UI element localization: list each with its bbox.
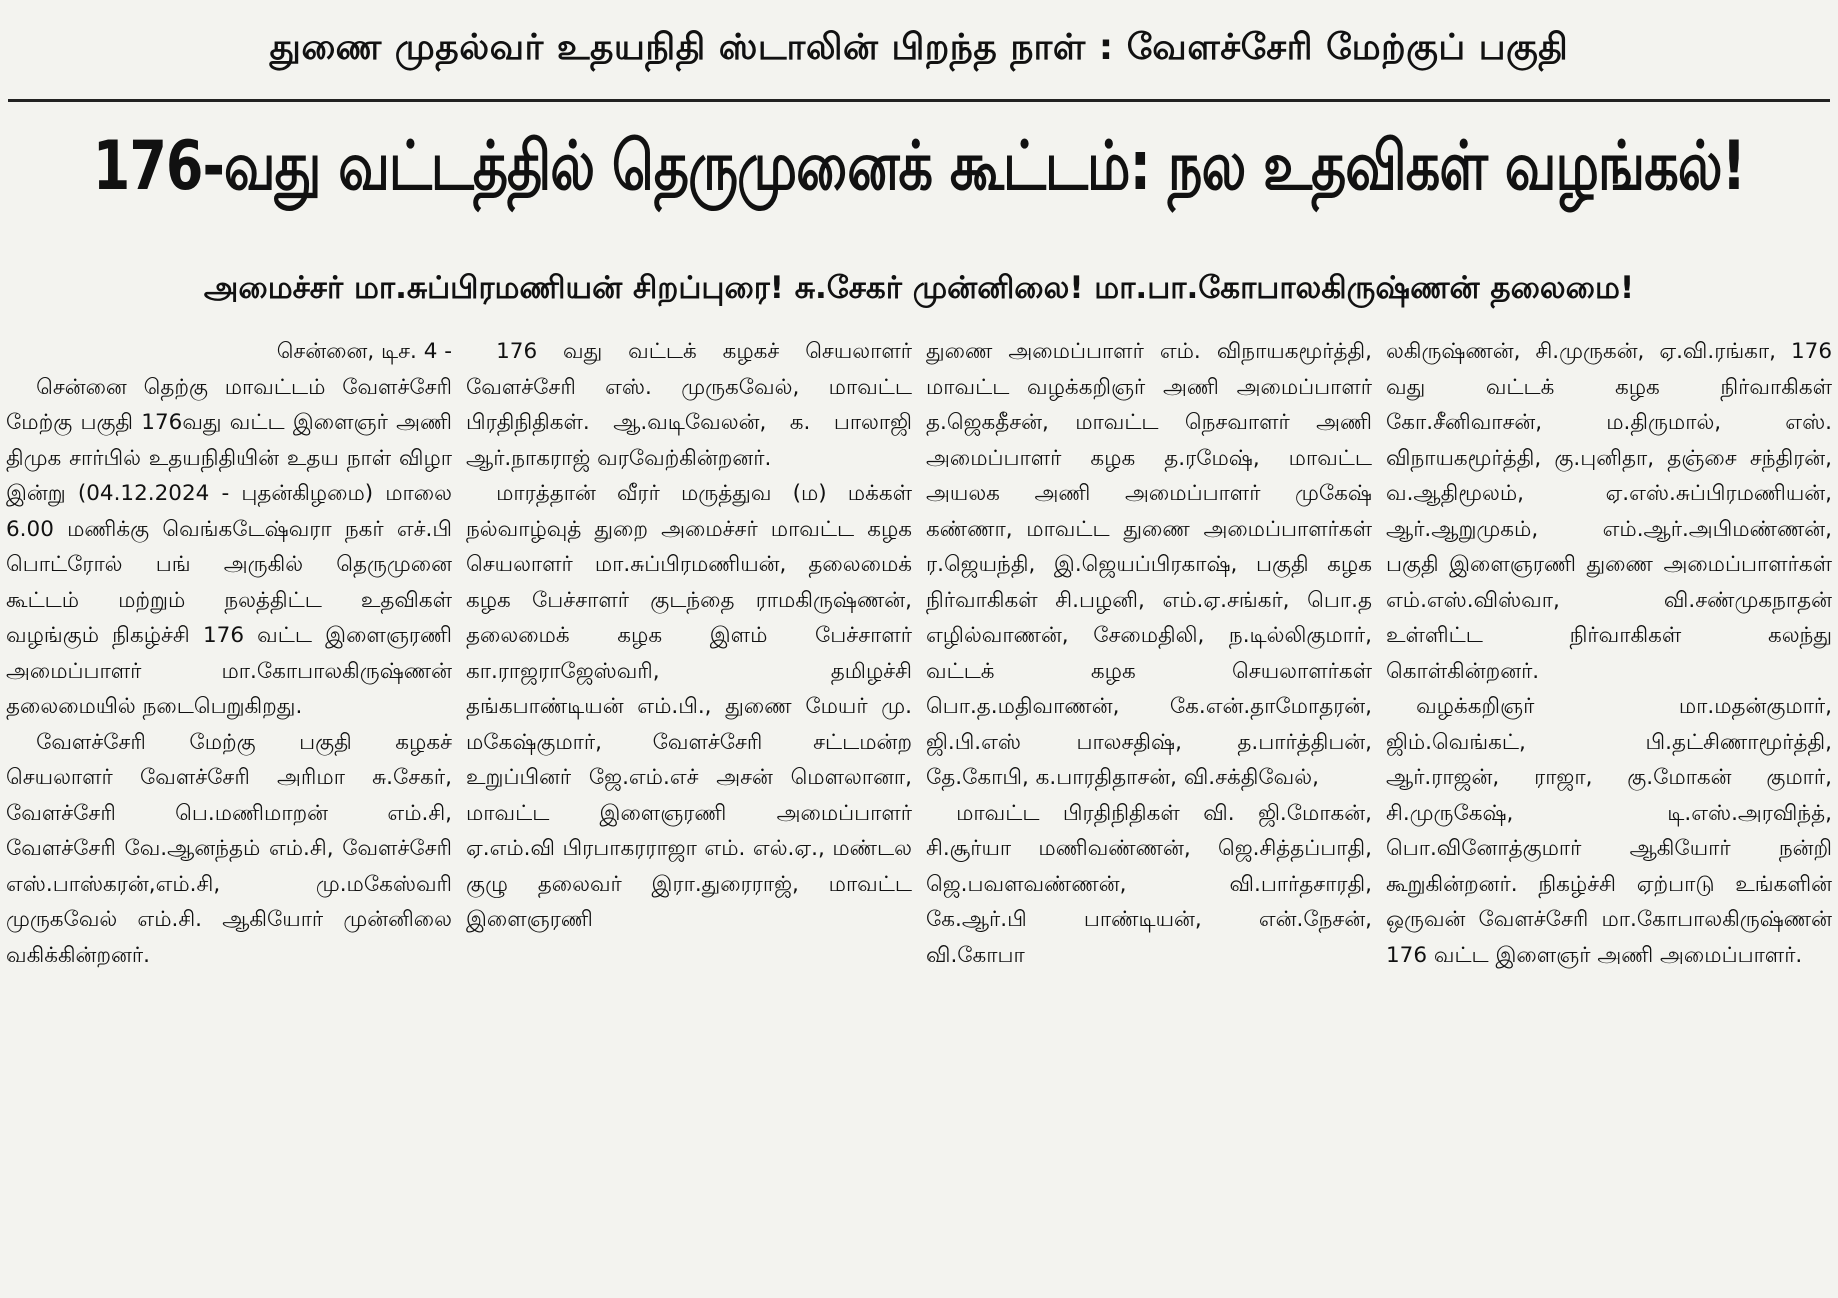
paragraph: துணை அமைப்பாளர் எம். விநாயகமூர்த்தி, மாவட்ட வழக்கறிஞர் அணி அமைப்பாளர் த.ஜெகதீசன், மாவட்ட நெசவாளர் அணி அமைப்பாளர் கழக த.ரமேஷ், மாவட்ட அயலக அணி அமைப்பாளர் முகேஷ் கண்ணா, மாவட்ட துணை அமைப்பாளர்கள் ர.ஜெயந்தி, இ.ஜெயப்பிரகாஷ், பகுதி கழக நிர்வாகிகள் சி.பழனி, எம்.ஏ.சங்கர், பொ.த எழில்வாணன், சேமைதிலி, ந.டில்லிகுமார், வட்டக் கழக செயலாளர்கள் பொ.த.மதிவாணன், கே.என்.தாமோதரன், ஜி.பி.எஸ் பாலசதிஷ், த.பார்த்திபன், தே.கோபி, க.பாரதிதாசன், வி.சக்திவேல், (926, 339, 1372, 790)
paragraph: லகிருஷ்ணன், சி.முருகன், ஏ.வி.ரங்கா, 176 வது வட்டக் கழக நிர்வாகிகள் கோ.சீனிவாசன், ம.திருமால், எஸ். விநாயகமூர்த்தி, கு.புனிதா, தஞ்சை சந்திரன், வ.ஆதிமூலம், ஏ.எஸ்.சுப்பிரமணியன், ஆர்.ஆறுமுகம், எம்.ஆர்.அபிமண்ணன், பகுதி இளைஞரணி துணை அமைப்பாளர்கள் எம்.எஸ்.விஸ்வா, வி.சண்முகநாதன் உள்ளிட்ட நிர்வாகிகள் கலந்து கொள்கின்றனர். (1386, 339, 1832, 684)
article-column-3 (926, 334, 1372, 1292)
article-column-1 (6, 334, 452, 1292)
main-headline: 176-வது வட்டத்தில் தெருமுனைக் கூட்டம்: நல உதவிகள் வழங்கல்! (92, 125, 1746, 205)
paragraph: மாரத்தான் வீரர் மருத்துவ (ம) மக்கள் நல்வாழ்வுத் துறை அமைச்சர் மாவட்ட கழக செயலாளர் மா.சுப்பிரமணியன், தலைமைக் கழக பேச்சாளர் குடந்தை ராமகிருஷ்ணன், தலைமைக் கழக இளம் பேச்சாளர் கா.ராஜராஜேஸ்வரி, தமிழச்சி தங்கபாண்டியன் எம்.பி., துணை மேயர் மு. மகேஷ்குமார், வேளச்சேரி சட்டமன்ற உறுப்பினர் ஜே.எம்.எச் அசன் மௌலானா, மாவட்ட இளைஞரணி அமைப்பாளர் ஏ.எம்.வி பிரபாகரராஜா எம். எல்.ஏ., மண்டல குழு தலைவர் இரா.துரைராஜ், மாவட்ட இளைஞரணி (466, 481, 912, 932)
subheadline: அமைச்சர் மா.சுப்பிரமணியன் சிறப்புரை! சு.சேகர் முன்னிலை! மா.பா.கோபாலகிருஷ்ணன் தலைமை! (203, 270, 1635, 306)
paragraph: வேளச்சேரி மேற்கு பகுதி கழகச் செயலாளர் வேளச்சேரி அரிமா சு.சேகர், வேளச்சேரி பெ.மணிமாறன் எம்.சி, வேளச்சேரி வே.ஆனந்தம் எம்.சி, வேளச்சேரி எஸ்.பாஸ்கரன்,எம்.சி, மு.மகேஸ்வரி முருகவேல் எம்.சி. ஆகியோர் முன்னிலை வகிக்கின்றனர். (6, 729, 452, 968)
paragraph: வழக்கறிஞர் மா.மதன்குமார், ஜிம்.வெங்கட், பி.தட்சிணாமூர்த்தி, ஆர்.ராஜன், ராஜா, கு.மோகன் குமார், சி.முருகேஷ், டி.எஸ்.அரவிந்த், பொ.வினோத்குமார் ஆகியோர் நன்றி கூறுகின்றனர். நிகழ்ச்சி ஏற்பாடு உங்களின் ஒருவன் வேளச்சேரி மா.கோபாலகிருஷ்ணன் 176 வட்ட இளைஞர் அணி அமைப்பாளர். (1386, 694, 1832, 968)
kicker-headline: துணை முதல்வர் உதயநிதி ஸ்டாலின் பிறந்த நாள் : வேளச்சேரி மேற்குப் பகுதி (269, 27, 1569, 68)
paragraph: மாவட்ட பிரதிநிதிகள் வி. ஜி.மோகன், சி.சூர்யா மணிவண்ணன், ஜெ.சித்தப்பாதி, ஜெ.பவளவண்ணன், வி.பார்தசாரதி, கே.ஆர்.பி பாண்டியன், என்.நேசன், வி.கோபா (926, 800, 1372, 968)
paragraph: 176 வது வட்டக் கழகச் செயலாளர் வேளச்சேரி எஸ். முருகவேல், மாவட்ட பிரதிநிதிகள். ஆ.வடிவேலன், க. பாலாஜி ஆர்.நாகராஜ் வரவேற்கின்றனர். (466, 339, 912, 471)
dateline: சென்னை, டிச. 4 - (276, 339, 452, 364)
article-column-4 (1386, 334, 1832, 1292)
article-column-2 (466, 334, 912, 1292)
paragraph: சென்னை தெற்கு மாவட்டம் வேளச்சேரி மேற்கு பகுதி 176வது வட்ட இளைஞர் அணி திமுக சார்பில் உதயநிதியின் உதய நாள் விழா இன்று (04.12.2024 - புதன்கிழமை) மாலை 6.00 மணிக்கு வெங்கடேஷ்வரா நகர் எச்.பி பொட்ரோல் பங் அருகில் தெருமுனை கூட்டம் மற்றும் நலத்திட்ட உதவிகள் வழங்கும் நிகழ்ச்சி 176 வட்ட இளைஞரணி அமைப்பாளர் மா.கோபாலகிருஷ்ணன் தலைமையில் நடைபெறுகிறது. (6, 374, 452, 719)
article-body (6, 334, 1832, 1292)
